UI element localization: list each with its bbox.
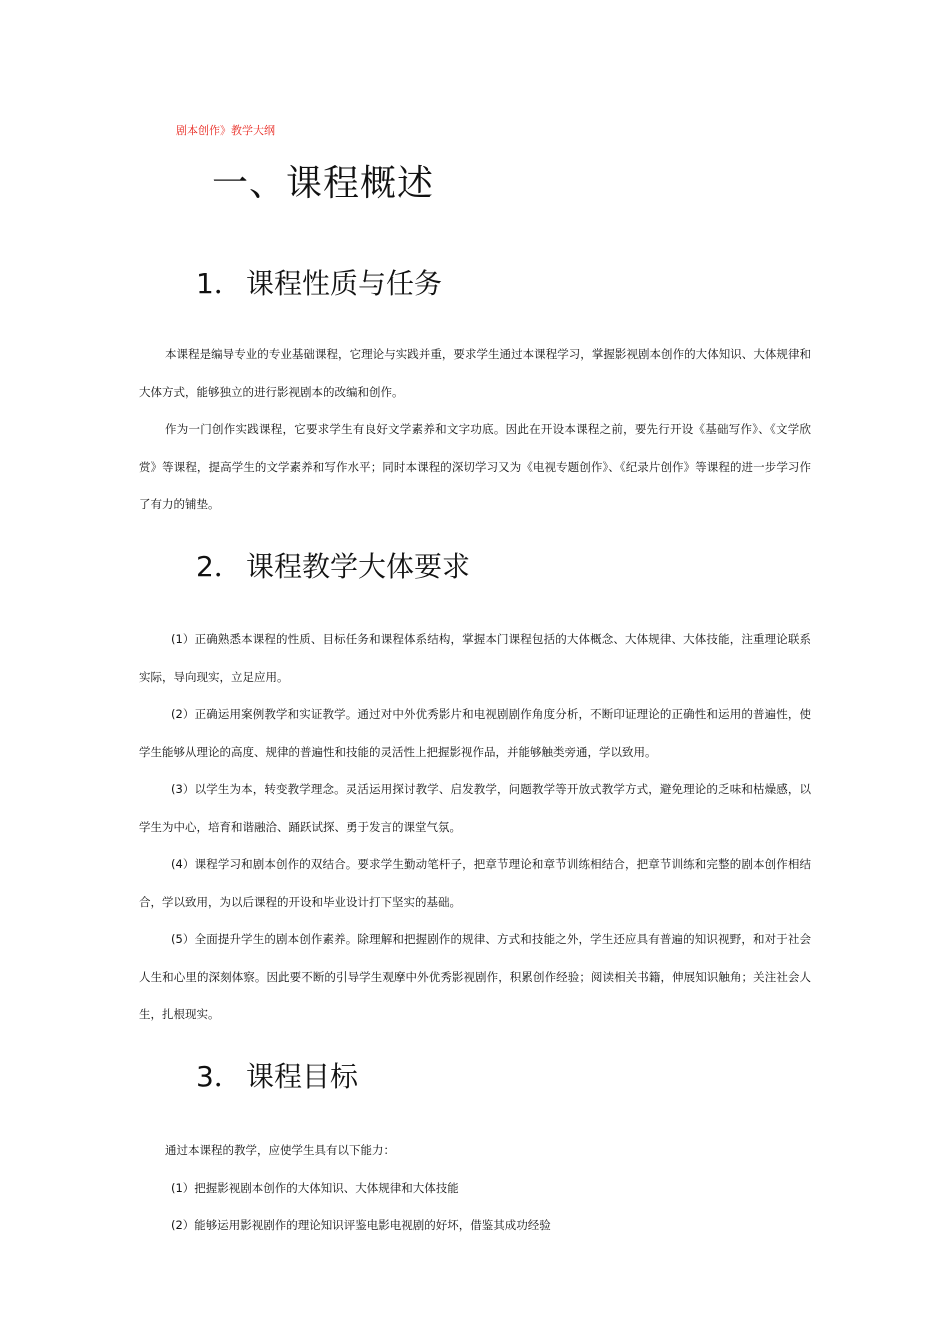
section-number: 1． <box>196 267 242 300</box>
section-3-heading <box>196 1055 358 1095</box>
paragraph: 作为一门创作实践课程，它要求学生有良好文学素养和文字功底。因此在开设本课程之前，要先行开设《基础写作》、《文学欣赏》等课程，提高学生的文学素养和写作水平；同时本课程的深切学习又为《电视专题创作》、《纪录片创作》等课程的进一步学习作了有力的铺垫。 <box>139 422 811 511</box>
section-2-heading <box>196 545 470 585</box>
section-title: 课程目标 <box>246 1060 359 1093</box>
document-title-label: 剧本创作》教学大纲 <box>176 124 275 137</box>
paragraph: 本课程是编导专业的专业基础课程，它理论与实践并重，要求学生通过本课程学习，掌握影视剧本创作的大体知识、大体规律和大体方式，能够独立的进行影视剧本的改编和创作。 <box>139 347 811 399</box>
section-number: 2． <box>196 550 242 583</box>
list-item: (2）能够运用影视剧作的理论知识评鉴电影电视剧的好坏，借鉴其成功经验 <box>171 1218 551 1232</box>
list-item: (4）课程学习和剧本创作的双结合。要求学生勤动笔杆子，把章节理论和章节训练相结合，把章节训练和完整的剧本创作相结合，学以致用，为以后课程的开设和毕业设计打下坚实的基础。 <box>139 857 811 909</box>
section-title: 课程性质与任务 <box>246 267 443 300</box>
list-item: (1）正确熟悉本课程的性质、目标任务和课程体系结构，掌握本门课程包括的大体概念、大体规律、大体技能，注重理论联系实际，导向现实，立足应用。 <box>139 632 811 684</box>
list-item: (3）以学生为本，转变教学理念。灵活运用探讨教学、启发教学，问题教学等开放式教学方式，避免理论的乏味和枯燥感，以学生为中心，培育和谐融洽、踊跃试探、勇于发言的课堂气氛。 <box>139 782 811 834</box>
main-heading: 一、课程概述 <box>212 163 435 204</box>
list-item: (5）全面提升学生的剧本创作素养。除理解和把握剧作的规律、方式和技能之外，学生还应具有普遍的知识视野，和对于社会人生和心里的深刻体察。因此要不断的引导学生观摩中外优秀影视剧作，积累创作经验；阅读相关书籍，伸展知识触角；关注社会人生，扎根现实。 <box>139 932 811 1021</box>
section-number: 3． <box>196 1060 242 1093</box>
intro-line: 通过本课程的教学，应使学生具有以下能力： <box>165 1143 395 1157</box>
list-item: (2）正确运用案例教学和实证教学。通过对中外优秀影片和电视剧剧作角度分析，不断印证理论的正确性和运用的普遍性，使学生能够从理论的高度、规律的普遍性和技能的灵活性上把握影视作品，并能够触类旁通，学以致用。 <box>139 707 811 759</box>
section-1-heading <box>196 262 442 302</box>
list-item: (1）把握影视剧本创作的大体知识、大体规律和大体技能 <box>171 1181 459 1195</box>
section-title: 课程教学大体要求 <box>246 550 471 583</box>
